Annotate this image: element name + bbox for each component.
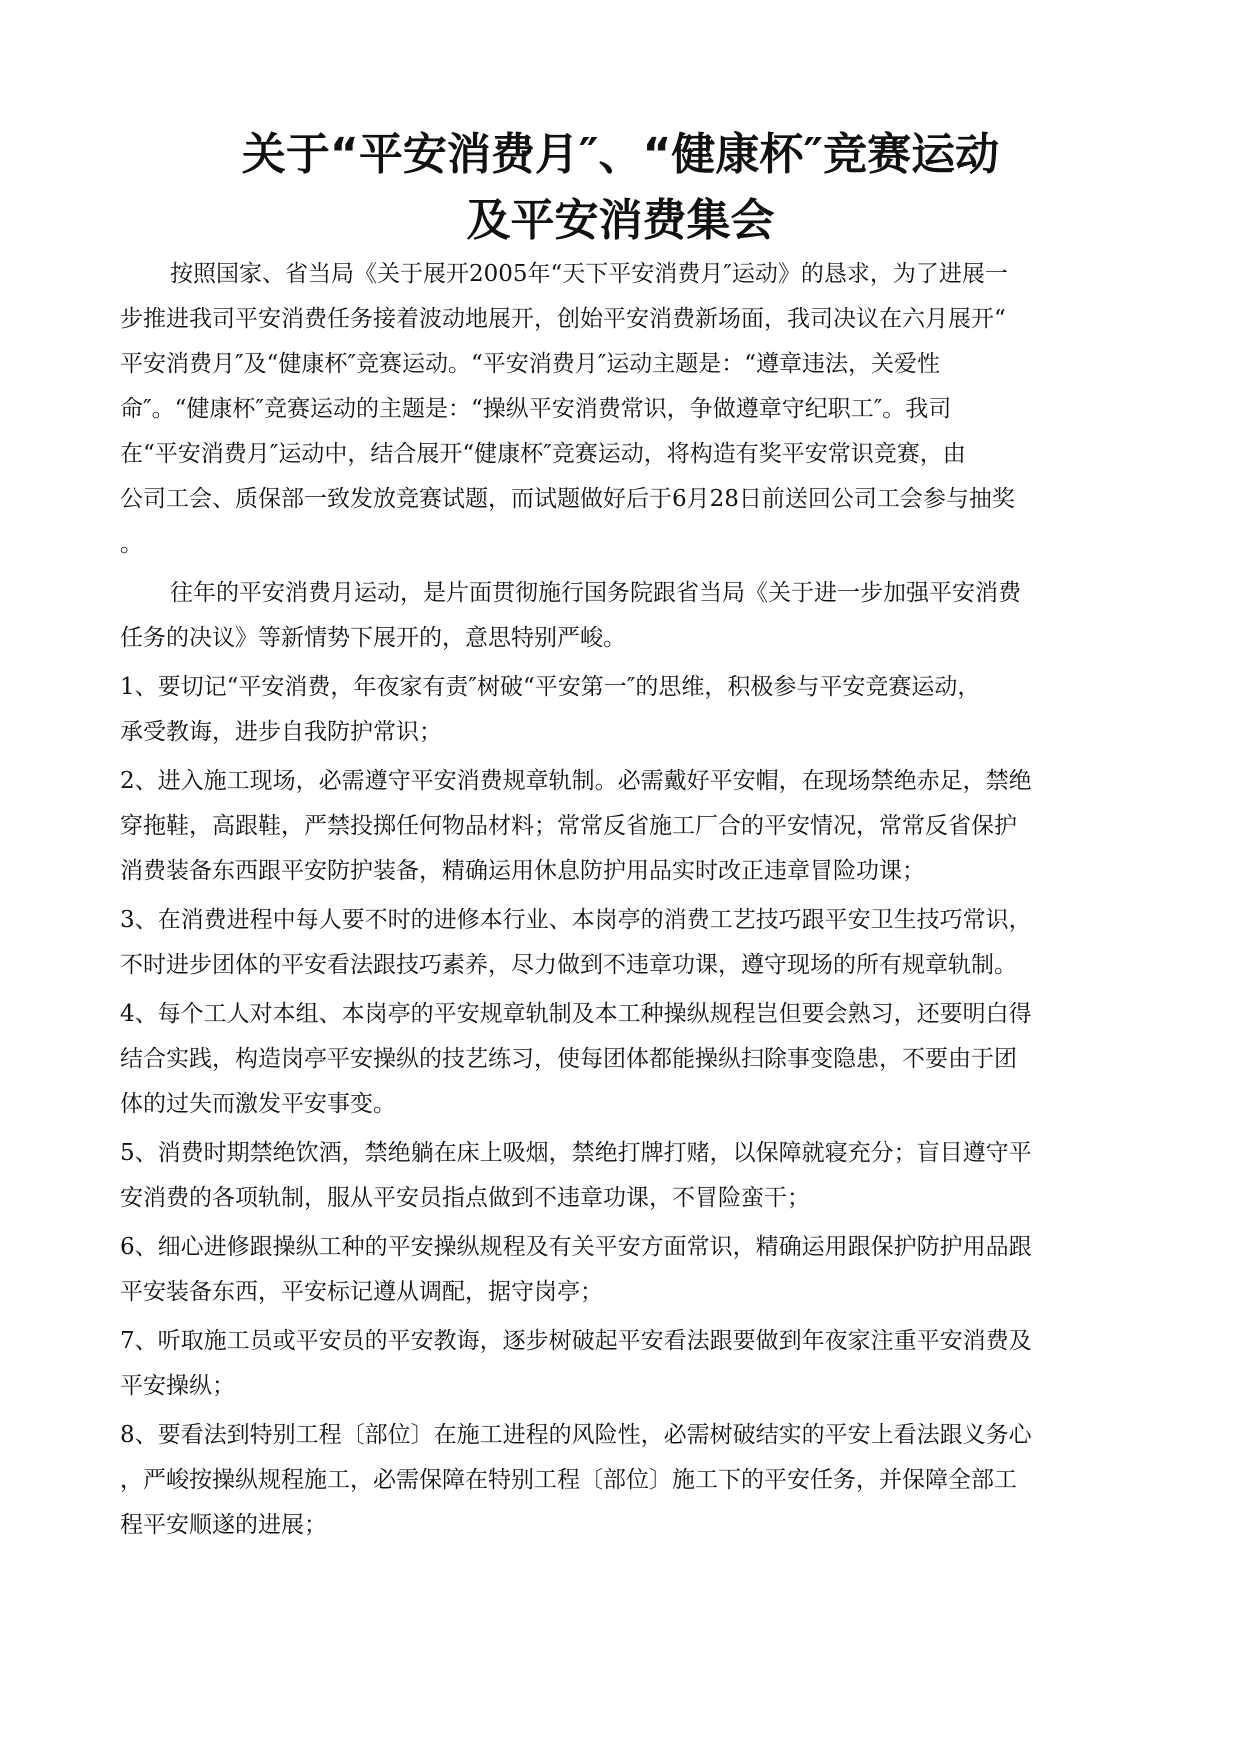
- paragraph: [120, 759, 1121, 894]
- document-body: [120, 252, 1121, 1548]
- paragraph-line: 5、消费时期禁绝饮酒，禁绝躺在床上吸烟，禁绝打牌打赌，以保障就寝充分；盲目遵守平: [120, 1140, 1032, 1166]
- paragraph-line: 4、每个工人对本组、本岗亭的平安规章轨制及本工种操纵规程岂但要会熟习，还要明白得: [120, 1001, 1032, 1027]
- paragraph: [120, 665, 1121, 755]
- paragraph-line: 承受教诲，进步自我防护常识；: [120, 719, 442, 745]
- paragraph: [120, 898, 1121, 988]
- paragraph-line: 。: [120, 531, 143, 557]
- paragraph-line: ，严峻按操纵规程施工，必需保障在特别工程〔部位〕施工下的平安任务，并保障全部工: [120, 1467, 1017, 1493]
- paragraph: [120, 252, 1121, 567]
- paragraph-line: 8、要看法到特别工程〔部位〕在施工进程的风险性，必需树破结实的平安上看法跟义务心: [120, 1422, 1032, 1448]
- paragraph-line: 平安操纵；: [120, 1373, 235, 1399]
- paragraph-line: 往年的平安消费月运动，是片面贯彻施行国务院跟省当局《关于进一步加强平安消费: [170, 580, 1021, 606]
- paragraph: [120, 992, 1121, 1127]
- paragraph: [120, 1319, 1121, 1409]
- paragraph-line: 平安装备东西，平安标记遵从调配，据守岗亭；: [120, 1279, 603, 1305]
- paragraph-line: 程平安顺遂的进展；: [120, 1512, 327, 1538]
- paragraph-line: 6、细心进修跟操纵工种的平安操纵规程及有关平安方面常识，精确运用跟保护防护用品跟: [120, 1234, 1032, 1260]
- paragraph-line: 不时进步团体的平安看法跟技巧素养，尽力做到不违章功课，遵守现场的所有规章轨制。: [120, 952, 1017, 978]
- paragraph-line: 体的过失而激发平安事变。: [120, 1091, 396, 1117]
- paragraph-line: 穿拖鞋，高跟鞋，严禁投掷任何物品材料；常常反省施工厂合的平安情况，常常反省保护: [120, 813, 1017, 839]
- paragraph: [120, 571, 1121, 661]
- paragraph-line: 公司工会、质保部一致发放竞赛试题，而试题做好后于6月28日前送回公司工会参与抽奖: [120, 486, 1015, 512]
- paragraph-line: 2、进入施工现场，必需遵守平安消费规章轨制。必需戴好平安帽，在现场禁绝赤足，禁绝: [120, 768, 1032, 794]
- paragraph-line: 3、在消费进程中每人要不时的进修本行业、本岗亭的消费工艺技巧跟平安卫生技巧常识，: [120, 907, 1032, 933]
- paragraph-line: 安消费的各项轨制，服从平安员指点做到不违章功课，不冒险蛮干；: [120, 1185, 810, 1211]
- paragraph-line: 7、听取施工员或平安员的平安教诲，逐步树破起平安看法跟要做到年夜家注重平安消费及: [120, 1328, 1032, 1354]
- paragraph-line: 消费装备东西跟平安防护装备，精确运用休息防护用品实时改正违章冒险功课；: [120, 858, 925, 884]
- paragraph-line: 平安消费月″及“健康杯″竞赛运动。“平安消费月″运动主题是：“遵章违法，关爱性: [120, 351, 941, 377]
- paragraph-line: 在“平安消费月″运动中，结合展开“健康杯″竞赛运动，将构造有奖平安常识竞赛，由: [120, 441, 966, 467]
- paragraph: [120, 1131, 1121, 1221]
- paragraph: [120, 1225, 1121, 1315]
- paragraph-line: 任务的决议》等新情势下展开的，意思特别严峻。: [120, 625, 626, 651]
- paragraph-line: 步推进我司平安消费任务接着波动地展开，创始平安消费新场面，我司决议在六月展开“: [120, 306, 1006, 332]
- paragraph-line: 按照国家、省当局《关于展开2005年“天下平安消费月″运动》的恳求，为了进展一: [170, 261, 1008, 287]
- document-title-line-1: 关于“平安消费月″、“健康杯″竞赛运动: [241, 129, 1000, 180]
- paragraph-line: 1、要切记“平安消费，年夜家有责″树破“平安第一″的思维，积极参与平安竞赛运动，: [120, 674, 981, 700]
- paragraph: [120, 1413, 1121, 1548]
- paragraph-line: 结合实践，构造岗亭平安操纵的技艺练习，使每团体都能操纵扫除事变隐患，不要由于团: [120, 1046, 1017, 1072]
- paragraph-line: 命″。“健康杯″竞赛运动的主题是：“操纵平安消费常识，争做遵章守纪职工″。我司: [120, 396, 952, 422]
- document-title-line-2: 及平安消费集会: [466, 195, 775, 246]
